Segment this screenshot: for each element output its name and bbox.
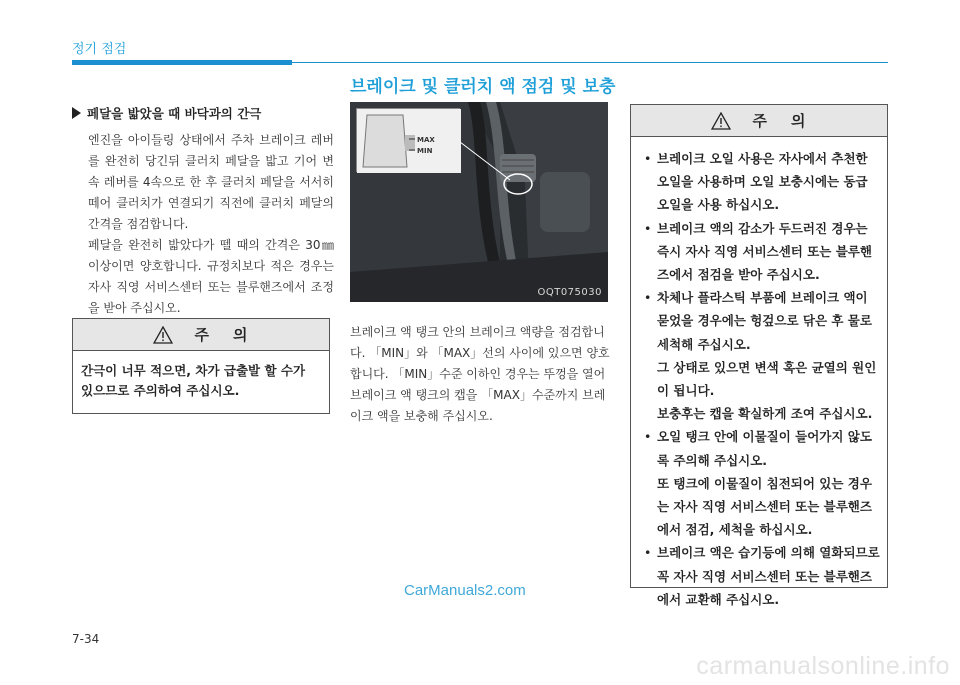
caution-label-1: 주	[194, 326, 211, 344]
sub-heading-text: 페달을 밟았을 때 바닥과의 간극	[87, 106, 262, 121]
left-column	[72, 104, 334, 319]
caution-list-container	[631, 137, 887, 611]
caution-item-line: • 브레이크 오일 사용은 자사에서 추천한 오일을 사용하며 오일 보충시에는 동급 오일을 사용 하십시오.	[657, 151, 868, 213]
caution-item	[641, 425, 881, 541]
caution-label-1: 주	[752, 112, 769, 130]
warning-triangle-icon	[711, 112, 731, 130]
page-number: 7-34	[72, 632, 100, 646]
min-mark-label: MIN	[417, 147, 433, 155]
caution-item	[641, 147, 881, 217]
chapter-title: 정기 점검	[72, 42, 127, 57]
header-rule-thin	[292, 62, 888, 63]
caution-item-line: • 차체나 플라스틱 부품에 브레이크 액이 묻었을 경우에는 헝겊으로 닦은 후 물로 세척해 주십시오.	[657, 290, 872, 352]
middle-paragraph: 브레이크 액 탱크 안의 브레이크 액량을 점검합니다. 「MIN」와 「MAX」선의 사이에 있으면 양호합니다. 「MIN」수준 이하인 경우는 뚜껑을 열어 브레이크 액 탱크의 캡을 「MAX」수준까지 브레이크 액을 보충해 주십시오.	[350, 325, 610, 423]
paragraph: 엔진을 아이들링 상태에서 주차 브레이크 레버를 완전히 당긴뒤 클러치 페달을 밟고 기어 변속 레버를 4속으로 한 후 클러치 페달을 서서히 떼어 클러치가 연결되기 직전에 클러치 페달의 간격을 점검합니다.	[88, 133, 334, 231]
photo-code: OQT075030	[537, 287, 602, 298]
left-paragraphs	[88, 130, 334, 319]
caution-label-2: 의	[233, 326, 250, 344]
caution-item-line: 또 탱크에 이물질이 침전되어 있는 경우는 자사 직영 서비스센터 또는 블루핸즈에서 점검, 세척을 하십시오.	[657, 475, 872, 538]
caution-item-line: • 브레이크 액은 습기등에 의해 열화되므로 꼭 자사 직영 서비스센터 또는 블루핸즈에서 교환해 주십시오.	[657, 545, 880, 607]
reservoir-inset	[356, 108, 460, 172]
caution-item-line: • 오일 탱크 안에 이물질이 들어가지 않도록 주의해 주십시오.	[657, 429, 872, 468]
header-rule-thick	[72, 60, 292, 65]
brake-fluid-reservoir-photo	[350, 102, 608, 302]
caution-item-line: • 브레이크 액의 감소가 두드러진 경우는 즉시 자사 직영 서비스센터 또는 블루핸즈에서 점검을 받아 주십시오.	[657, 220, 872, 283]
caution-header	[73, 319, 329, 351]
paragraph: 페달을 완전히 밟았다가 뗄 때의 간격은 30㎜ 이상이면 양호합니다. 규정치보다 적은 경우는 자사 직영 서비스센터 또는 블루핸즈에서 조정을 받아 주십시오.	[88, 238, 334, 315]
section-title: 브레이크 및 클러치 액 점검 및 보충	[350, 77, 616, 97]
caution-box-right	[630, 104, 888, 607]
caution-header	[631, 105, 887, 137]
watermark-link[interactable]: CarManuals2.com	[404, 582, 526, 599]
caution-item	[641, 217, 881, 287]
caution-box	[72, 318, 330, 414]
caution-item-line: 보충후는 캡을 확실하게 조여 주십시오.	[657, 406, 873, 422]
caution-text: 간극이 너무 적으면, 차가 급출발 할 수가 있으므로 주의하여 주십시오.	[81, 363, 306, 398]
caution-item	[641, 541, 881, 611]
caution-label-2: 의	[791, 112, 808, 130]
reservoir-tank-illustration	[357, 109, 461, 173]
caution-list	[641, 147, 881, 611]
caution-item-line: 그 상태로 있으면 변색 혹은 균열의 원인이 됩니다.	[657, 359, 877, 399]
triangle-bullet-icon	[72, 107, 81, 119]
site-watermark: carmanualsonline.info	[696, 652, 950, 680]
max-mark-label: MAX	[417, 136, 435, 144]
caution-item	[641, 286, 881, 425]
sub-heading	[72, 104, 334, 122]
warning-triangle-icon	[153, 326, 173, 344]
